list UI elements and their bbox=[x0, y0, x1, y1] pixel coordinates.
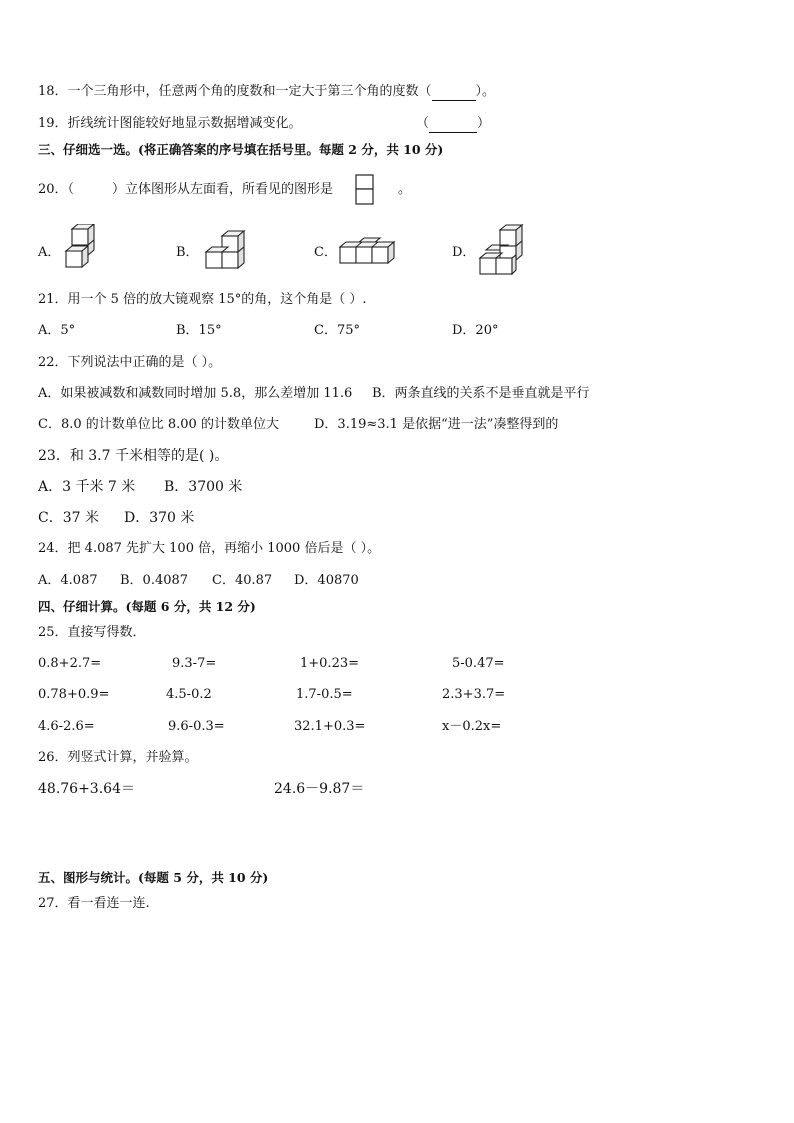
q19-answer-blank[interactable] bbox=[429, 118, 477, 133]
q25-expr: 9.3-7= bbox=[172, 656, 217, 671]
q24-option-c[interactable]: C．40.87 bbox=[212, 573, 273, 588]
q18-text: 18．一个三角形中，任意两个角的度数和一定大于第三个角的度数（ bbox=[38, 84, 432, 99]
question-24: 24．把 4.087 先扩大 100 倍，再缩小 1000 倍后是（ ）。 bbox=[38, 541, 381, 556]
q20-option-b[interactable]: B． bbox=[176, 245, 199, 260]
q22-option-b[interactable]: B．两条直线的关系不是垂直就是平行 bbox=[372, 386, 590, 401]
q25-expr: 32.1+0.3= bbox=[294, 719, 366, 734]
section-3-heading: 三、仔细选一选。(将正确答案的序号填在括号里。每题 2 分，共 10 分) bbox=[38, 142, 444, 157]
q21-option-d[interactable]: D．20° bbox=[452, 323, 499, 338]
q19-text: 19．折线统计图能较好地显示数据增减变化。 bbox=[38, 116, 302, 131]
q22-option-a[interactable]: A．如果被减数和减数同时增加 5.8，那么差增加 11.6 bbox=[38, 386, 353, 401]
q26-expression-2: 24.6－9.87＝ bbox=[274, 781, 365, 797]
q23-option-b[interactable]: B．3700 米 bbox=[164, 479, 243, 495]
q25-expr: 0.8+2.7= bbox=[38, 656, 102, 671]
q25-expr: 0.78+0.9= bbox=[38, 687, 110, 702]
q20-option-a[interactable]: A． bbox=[38, 245, 61, 260]
q20-cube-figure-d bbox=[476, 224, 530, 278]
section-5-heading: 五、图形与统计。(每题 5 分，共 10 分) bbox=[38, 870, 269, 885]
question-20: 20．（ ）立体图形从左面看，所看见的图形是 bbox=[38, 182, 334, 197]
question-21: 21．用一个 5 倍的放大镜观察 15°的角，这个角是（ ）. bbox=[38, 292, 367, 307]
q20-end: 。 bbox=[398, 182, 412, 197]
question-23: 23．和 3.7 千米相等的是( )。 bbox=[38, 448, 229, 464]
q23-option-a[interactable]: A．3 千米 7 米 bbox=[38, 479, 136, 495]
question-18 bbox=[38, 83, 495, 101]
q25-expr: 4.5-0.2 bbox=[166, 687, 212, 702]
q20-option-d[interactable]: D． bbox=[452, 245, 476, 260]
q25-expr: 1.7-0.5= bbox=[296, 687, 353, 702]
question-25: 25．直接写得数． bbox=[38, 625, 146, 640]
q24-option-a[interactable]: A．4.087 bbox=[38, 573, 98, 588]
q20-left-view-figure bbox=[355, 174, 375, 206]
q20-cube-figure-b bbox=[202, 230, 250, 276]
q24-option-b[interactable]: B．0.4087 bbox=[120, 573, 189, 588]
q20-cube-figure-a bbox=[62, 224, 98, 276]
q21-option-c[interactable]: C．75° bbox=[314, 323, 360, 338]
q20-cube-figure-c bbox=[336, 236, 400, 268]
q20-option-c[interactable]: C． bbox=[314, 245, 337, 260]
q25-expr: 9.6-0.3= bbox=[168, 719, 225, 734]
q23-option-c[interactable]: C．37 米 bbox=[38, 510, 99, 526]
q22-option-d[interactable]: D．3.19≈3.1 是依据“进一法”凑整得到的 bbox=[314, 417, 559, 432]
q23-option-d[interactable]: D．370 米 bbox=[124, 510, 195, 526]
question-27: 27．看一看连一连. bbox=[38, 896, 150, 911]
q19-answer: （ ） bbox=[416, 116, 491, 131]
q25-expr: x－0.2x= bbox=[442, 719, 502, 734]
q25-expr: 4.6-2.6= bbox=[38, 719, 95, 734]
q18-close: ）。 bbox=[475, 84, 496, 99]
q25-expr: 1+0.23= bbox=[300, 656, 360, 671]
question-19 bbox=[38, 115, 302, 133]
q21-option-b[interactable]: B．15° bbox=[176, 323, 222, 338]
q26-expression-1: 48.76+3.64＝ bbox=[38, 781, 135, 797]
question-22: 22．下列说法中正确的是（ ）。 bbox=[38, 355, 222, 370]
section-4-heading: 四、仔细计算。(每题 6 分，共 12 分) bbox=[38, 599, 256, 614]
q24-option-d[interactable]: D．40870 bbox=[294, 573, 359, 588]
q18-answer-blank[interactable] bbox=[432, 86, 476, 101]
q25-expr: 2.3+3.7= bbox=[442, 687, 506, 702]
q25-expr: 5-0.47= bbox=[452, 656, 505, 671]
question-26: 26．列竖式计算，并验算。 bbox=[38, 750, 198, 765]
q21-option-a[interactable]: A．5° bbox=[38, 323, 76, 338]
q22-option-c[interactable]: C．8.0 的计数单位比 8.00 的计数单位大 bbox=[38, 417, 279, 432]
